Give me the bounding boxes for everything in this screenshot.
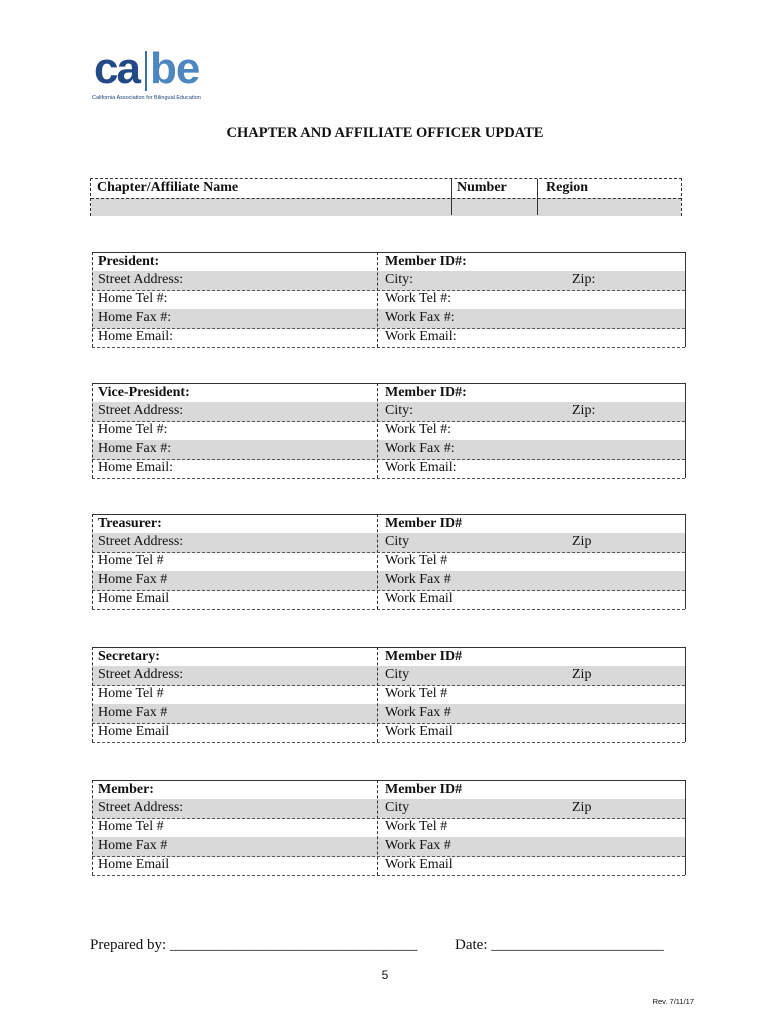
officer-row[interactable] [92,383,685,404]
home-field-label: Home Fax # [98,838,168,853]
cabe-logo [92,45,217,107]
member-id-label: Member ID# [385,782,463,797]
home-field-label: Street Address: [98,534,184,549]
home-field-label: Home Tel # [98,553,164,568]
zip-label: Zip [572,800,592,815]
page-number: 5 [381,968,389,982]
column-divider [377,514,378,609]
member-id-label: Member ID#: [385,385,467,400]
officer-row[interactable] [92,252,685,273]
officer-title: President: [98,254,160,269]
region-label: Region [546,180,588,195]
home-field-label: Street Address: [98,667,184,682]
home-field-label: Home Fax # [98,572,168,587]
officer-section [92,252,686,347]
work-field-label: City: [385,272,414,287]
number-label: Number [457,180,507,195]
officer-row[interactable] [92,685,685,705]
officer-section [92,647,686,742]
column-divider [377,252,378,347]
page-title: CHAPTER AND AFFILIATE OFFICER UPDATE [226,125,544,141]
zip-label: Zip [572,667,592,682]
home-field-label: Home Tel # [98,686,164,701]
revision-date: Rev. 7/11/17 [652,997,694,1006]
officer-row[interactable] [92,856,685,876]
work-field-label: Work Email: [385,329,457,344]
officer-row[interactable] [92,514,685,535]
officer-row[interactable] [92,533,685,553]
officer-row[interactable] [92,799,685,819]
column-divider [377,383,378,478]
work-field-label: City: [385,403,414,418]
work-field-label: Work Fax #: [385,441,455,456]
officer-row[interactable] [92,666,685,686]
column-divider [377,647,378,742]
home-field-label: Home Email: [98,460,174,475]
left-border [92,514,93,609]
work-field-label: Work Tel #: [385,291,452,306]
home-field-label: Home Email [98,591,170,606]
left-border [92,383,93,478]
home-field-label: Home Fax #: [98,310,172,325]
left-border [92,647,93,742]
region-column-divider [537,179,538,215]
officer-row[interactable] [92,590,685,610]
logo-divider [145,51,147,91]
date-field[interactable]: Date: _______________________ [455,937,664,953]
officer-row[interactable] [92,647,685,668]
left-border [92,780,93,875]
officer-row[interactable] [92,723,685,743]
work-field-label: Work Email: [385,460,457,475]
chapter-header-row [91,179,681,197]
home-field-label: Home Tel #: [98,291,168,306]
work-field-label: Work Email [385,724,453,739]
work-field-label: Work Fax # [385,705,451,720]
officer-row[interactable] [92,571,685,591]
work-field-label: Work Tel #: [385,422,452,437]
zip-label: Zip: [572,272,596,287]
officer-row[interactable] [92,271,685,291]
work-field-label: City [385,800,410,815]
officer-title: Treasurer: [98,516,162,531]
officer-row[interactable] [92,328,685,348]
home-field-label: Home Email [98,857,170,872]
home-field-label: Home Tel # [98,819,164,834]
officer-section [92,383,686,478]
work-field-label: Work Tel # [385,686,448,701]
officer-row[interactable] [92,780,685,801]
officer-row[interactable] [92,402,685,422]
logo-text-be: be [150,44,200,93]
officer-title: Member: [98,782,154,797]
zip-label: Zip: [572,403,596,418]
home-field-label: Home Email: [98,329,174,344]
officer-row[interactable] [92,309,685,329]
work-field-label: City [385,667,410,682]
home-field-label: Street Address: [98,403,184,418]
work-field-label: Work Tel # [385,553,448,568]
officer-section [92,514,686,609]
work-field-label: Work Email [385,591,453,606]
officer-row[interactable] [92,290,685,310]
member-id-label: Member ID# [385,516,463,531]
work-field-label: Work Fax # [385,572,451,587]
home-field-label: Home Tel #: [98,422,168,437]
member-id-label: Member ID# [385,649,463,664]
column-divider [377,780,378,875]
officer-title: Secretary: [98,649,160,664]
logo-text-ca: ca [94,44,139,93]
member-id-label: Member ID#: [385,254,467,269]
officer-row[interactable] [92,818,685,838]
home-field-label: Home Fax # [98,705,168,720]
work-field-label: Work Email [385,857,453,872]
left-border [92,252,93,347]
chapter-name-label: Chapter/Affiliate Name [97,180,239,195]
officer-row[interactable] [92,421,685,441]
prepared-by-field[interactable]: Prepared by: _________________________________ [90,937,418,953]
work-field-label: Work Fax # [385,838,451,853]
officer-row[interactable] [92,837,685,857]
work-field-label: Work Tel # [385,819,448,834]
logo-tagline: California Association for Bilingual Education [92,95,201,101]
chapter-affiliate-table [90,178,682,216]
work-field-label: Work Fax #: [385,310,455,325]
officer-row[interactable] [92,459,685,479]
officer-row[interactable] [92,552,685,572]
home-field-label: Home Email [98,724,170,739]
officer-title: Vice-President: [98,385,190,400]
work-field-label: City [385,534,410,549]
zip-label: Zip [572,534,592,549]
number-column-divider [451,179,452,215]
officer-row[interactable] [92,704,685,724]
officer-row[interactable] [92,440,685,460]
officer-section [92,780,686,875]
chapter-entry-row[interactable] [91,198,681,216]
home-field-label: Street Address: [98,272,184,287]
home-field-label: Street Address: [98,800,184,815]
home-field-label: Home Fax #: [98,441,172,456]
